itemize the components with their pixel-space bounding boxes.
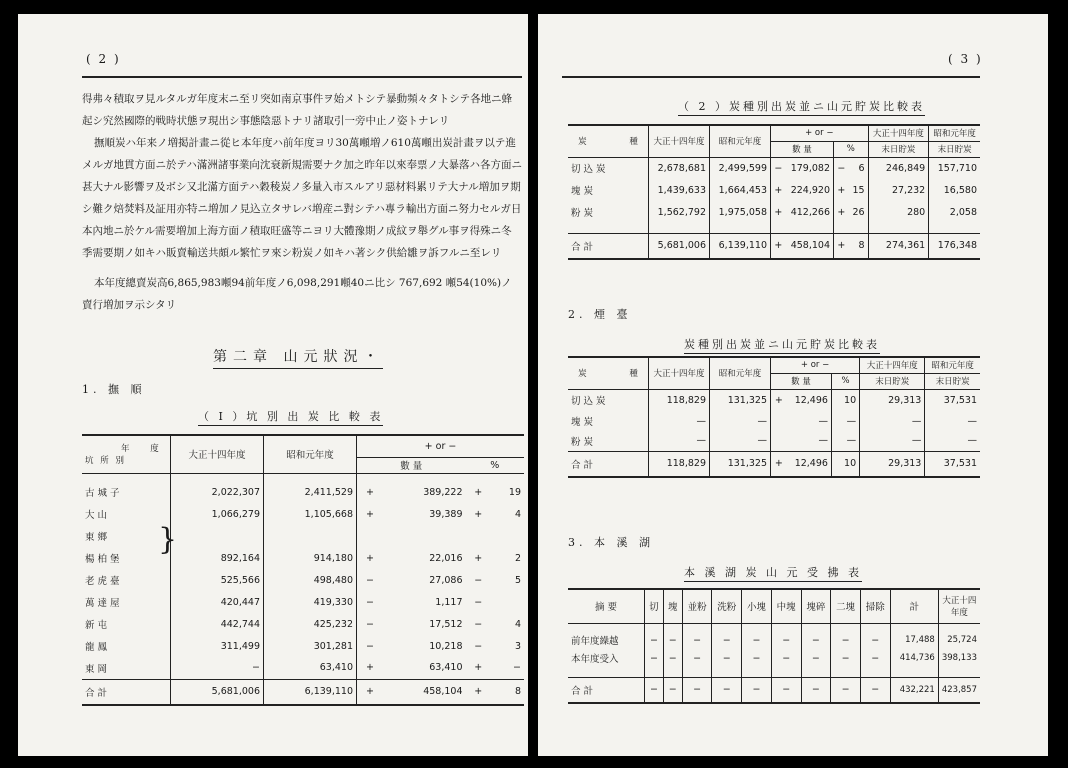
cell: + — [357, 503, 383, 525]
cell — [491, 525, 524, 547]
cell: + — [357, 481, 383, 503]
header-cell: 洗粉 — [712, 589, 742, 623]
cell: 1,439,633 — [649, 179, 710, 201]
table-row — [568, 431, 980, 451]
header-cell: + or − — [771, 125, 869, 141]
cell: − — [474, 640, 483, 652]
total-row — [568, 677, 980, 703]
yentai-table — [568, 356, 980, 478]
cell: 8 — [858, 240, 865, 252]
cell: — — [649, 431, 710, 451]
cell: 2,022,307 — [171, 481, 264, 503]
cell: — — [710, 431, 771, 451]
row-label: 東 岡 — [85, 663, 108, 675]
header-cell: 數 量 — [357, 457, 466, 473]
header-cell: % — [834, 141, 869, 157]
table-title: （ 2 ）炭種別出炭並ニ山元貯炭比較表 — [678, 98, 925, 116]
cell: 432,221 — [890, 677, 938, 703]
cell: 131,325 — [710, 389, 771, 411]
header-cell: 炭 — [578, 369, 587, 380]
cell: − — [831, 649, 861, 667]
cell — [831, 431, 838, 451]
row-label: 合 計 — [571, 459, 594, 471]
cell: 10 — [844, 394, 857, 406]
cell: 398,133 — [938, 649, 980, 667]
section-heading: 3. 本 溪 湖 — [568, 536, 654, 549]
cell: 458,104 — [423, 686, 463, 698]
table-row — [82, 547, 524, 569]
cell: 246,849 — [868, 157, 929, 179]
cell: − — [357, 569, 383, 591]
cell: 22,016 — [429, 552, 463, 564]
cell: 224,920 — [790, 184, 830, 196]
cell: 1,975,058 — [710, 201, 771, 223]
cell: 10,218 — [429, 640, 463, 652]
cell — [831, 411, 838, 431]
row-label: 塊 炭 — [571, 186, 594, 197]
cell: 389,222 — [423, 486, 463, 498]
cell: + — [357, 679, 383, 705]
cell: − — [645, 649, 664, 667]
cell — [264, 525, 357, 547]
cell: — — [818, 435, 828, 447]
header-cell: 昭和元年度 — [925, 357, 980, 373]
cell: 17,512 — [429, 618, 463, 630]
section-heading: 2. 煙 臺 — [568, 308, 632, 321]
header-cell: 昭和元年度 — [710, 125, 771, 157]
cell: − — [357, 635, 383, 657]
header-cell: 坑 — [85, 456, 94, 467]
cell: — — [925, 411, 980, 431]
cell: 19 — [508, 486, 521, 498]
table-title: （ I ）坑 別 出 炭 比 較 表 — [198, 408, 383, 426]
header-rule — [82, 76, 522, 78]
table-row — [82, 591, 524, 613]
row-label: 本年度受入 — [571, 654, 619, 665]
cell: 525,566 — [171, 569, 264, 591]
header-cell: 小塊 — [742, 589, 772, 623]
table-row — [82, 613, 524, 635]
cell: 15 — [852, 184, 865, 196]
table-row — [82, 569, 524, 591]
cell: + — [474, 486, 483, 498]
cell: 442,744 — [171, 613, 264, 635]
header-cell: 塊 — [663, 589, 682, 623]
cell — [171, 525, 264, 547]
header-cell: 末日貯炭 — [868, 141, 929, 157]
cell: 5,681,006 — [649, 233, 710, 259]
cell: — — [846, 415, 857, 427]
header-cell — [568, 125, 649, 157]
cell: 311,499 — [171, 635, 264, 657]
header-cell: 度 — [150, 444, 159, 455]
chapter-title: 第二章 山元狀況・ — [213, 346, 383, 369]
header-cell: 種 — [629, 369, 638, 380]
cell: 12,496 — [794, 458, 828, 470]
cell: 420,447 — [171, 591, 264, 613]
cell: 25,724 — [938, 631, 980, 649]
table-row — [568, 649, 980, 667]
cell: 2,678,681 — [649, 157, 710, 179]
cell: − — [645, 677, 664, 703]
cell: 412,266 — [790, 206, 830, 218]
cell: + — [474, 508, 483, 520]
table-row — [82, 503, 524, 525]
body-text — [82, 88, 522, 316]
cell: − — [357, 613, 383, 635]
row-label: 龍 鳳 — [85, 642, 108, 653]
cell: 37,531 — [925, 389, 980, 411]
section-heading: 1. 撫 順 — [82, 383, 146, 396]
cell: 419,330 — [264, 591, 357, 613]
cell: − — [771, 649, 801, 667]
row-label: 塊 炭 — [571, 417, 594, 428]
cell: 157,710 — [929, 157, 980, 179]
cell: − — [801, 677, 831, 703]
row-label: 切 込 炭 — [571, 396, 606, 408]
brace-mark: } — [158, 522, 178, 557]
cell: − — [831, 677, 861, 703]
header-cell: 末日貯炭 — [860, 373, 925, 389]
table-row — [82, 525, 524, 547]
cell: 118,829 — [649, 389, 710, 411]
header-cell: 大正十四年度 — [171, 435, 264, 473]
cell: + — [771, 451, 787, 477]
cell — [831, 389, 838, 411]
header-cell: % — [831, 373, 859, 389]
cell: + — [771, 179, 786, 201]
cell: 414,736 — [890, 649, 938, 667]
cell: − — [801, 649, 831, 667]
cell: 2,058 — [929, 201, 980, 223]
cell: − — [831, 631, 861, 649]
table-title: 炭種別出炭並ニ山元貯炭比較表 — [684, 336, 880, 354]
row-label: 合 計 — [85, 687, 108, 699]
header-cell: 切 — [645, 589, 664, 623]
cell: + — [474, 686, 483, 698]
header-cell: 數 量 — [771, 373, 832, 389]
table-row — [568, 179, 980, 201]
cell: − — [860, 677, 890, 703]
cell: 10 — [844, 458, 857, 470]
table-row — [82, 481, 524, 503]
row-label: 老 虎 臺 — [85, 576, 120, 587]
benxihu-table — [568, 588, 980, 704]
cell: 6 — [858, 162, 865, 174]
paragraph: 本年度總賣炭高6,865,983噸94前年度ノ6,098,291噸40ニ比シ 767,692 噸54(10%)ノ賣行増加ヲ示シタリ — [82, 277, 512, 311]
cell: 425,232 — [264, 613, 357, 635]
header-cell: 末日貯炭 — [929, 141, 980, 157]
paragraph: 得弗々積取ヲ見ルタルガ年度末ニ至リ突如南京事件ヲ始メトシテ暴動頻々タトシテ各地ニ蜂起シ究然國際的戦時状態ヲ現出シ事態陰惡トナリ諸取引一旁中止ノ姿トナレリ — [82, 93, 513, 127]
header-cell: 大正十四年度 — [868, 125, 929, 141]
header-cell — [568, 357, 649, 389]
cell: 6,139,110 — [264, 679, 357, 705]
cell: 1,117 — [435, 596, 463, 608]
cell: 1,562,792 — [649, 201, 710, 223]
cell — [383, 525, 466, 547]
table-row — [568, 389, 980, 411]
cell — [831, 451, 838, 477]
table-row — [568, 201, 980, 223]
total-row — [568, 451, 980, 477]
cell: 914,180 — [264, 547, 357, 569]
cell: 118,829 — [649, 451, 710, 477]
cell: 27,086 — [429, 574, 463, 586]
cell: 3 — [514, 640, 521, 652]
cell: − — [771, 631, 801, 649]
header-cell: 末日貯炭 — [925, 373, 980, 389]
cell: 8 — [514, 686, 521, 698]
cell: − — [513, 662, 521, 674]
cell: 29,313 — [860, 451, 925, 477]
row-label: 合 計 — [571, 685, 594, 697]
cell: 63,410 — [264, 657, 357, 679]
cell — [491, 591, 524, 613]
cell: + — [771, 233, 786, 259]
cell: 63,410 — [429, 662, 463, 674]
header-cell: 計 — [890, 589, 938, 623]
table-row — [568, 157, 980, 179]
header-cell: 所 — [100, 456, 109, 467]
cell: 892,164 — [171, 547, 264, 569]
table-title: 本 溪 湖 炭 山 元 受 拂 表 — [684, 564, 862, 582]
table-row — [568, 631, 980, 649]
cell — [771, 411, 787, 431]
header-cell: 大正十四年度 — [860, 357, 925, 373]
cell: — — [860, 411, 925, 431]
header-cell: 大正十四年度 — [649, 357, 710, 389]
cell: − — [712, 677, 742, 703]
cell: − — [474, 596, 483, 608]
cell: 16,580 — [929, 179, 980, 201]
cell: 4 — [514, 618, 521, 630]
row-label: 粉 炭 — [571, 436, 594, 448]
header-cell: 炭 — [578, 137, 587, 148]
cell: − — [712, 631, 742, 649]
cell: 2,499,599 — [710, 157, 771, 179]
header-cell: + or − — [357, 435, 525, 457]
cell: − — [474, 618, 483, 630]
cell: − — [742, 649, 772, 667]
header-cell: + or − — [771, 357, 860, 373]
cell: — — [925, 431, 980, 451]
total-row — [82, 679, 524, 705]
row-label: 古 城 子 — [85, 488, 120, 499]
cell: + — [771, 389, 787, 411]
page-number: ( 3 ) — [948, 52, 983, 66]
cell: + — [357, 657, 383, 679]
cell: 27,232 — [868, 179, 929, 201]
row-label: 新 屯 — [85, 620, 108, 631]
row-label: 合 計 — [571, 241, 594, 253]
cell: 26 — [852, 206, 865, 218]
cell: 12,496 — [794, 394, 828, 406]
cell: + — [771, 201, 786, 223]
cell: − — [771, 677, 801, 703]
page-number: ( 2 ) — [86, 52, 121, 66]
table-row — [82, 635, 524, 657]
left-page — [18, 14, 528, 756]
row-label: 大 山 — [85, 510, 108, 521]
row-label: 粉 炭 — [571, 208, 594, 219]
cell: − — [663, 649, 682, 667]
cell: — — [818, 415, 828, 427]
cell: + — [357, 547, 383, 569]
cell: 280 — [868, 201, 929, 223]
right-page — [538, 14, 1048, 756]
cell: + — [834, 233, 849, 259]
cell: − — [663, 631, 682, 649]
cell: 17,488 — [890, 631, 938, 649]
row-label: 楊 柏 堡 — [85, 554, 120, 565]
cell: 6,139,110 — [710, 233, 771, 259]
cell: 458,104 — [790, 240, 830, 252]
cell: 179,082 — [790, 162, 830, 174]
cell: − — [171, 657, 264, 679]
cell: 1,066,279 — [171, 503, 264, 525]
cell — [771, 431, 787, 451]
pit-output-table — [82, 434, 524, 706]
header-cell: 塊碎 — [801, 589, 831, 623]
row-label: 萬 達 屋 — [85, 598, 120, 609]
header-cell: 並粉 — [682, 589, 712, 623]
cell: — — [860, 431, 925, 451]
cell: − — [357, 591, 383, 613]
cell: − — [771, 157, 786, 179]
cell: − — [860, 649, 890, 667]
header-cell: 昭和元年度 — [264, 435, 357, 473]
cell: 4 — [514, 508, 521, 520]
cell: + — [834, 201, 849, 223]
paragraph: 撫順炭ハ年来ノ増掲計畫ニ從ヒ本年度ハ前年度ヨリ30萬噸増ノ610萬噸出炭計畫ヲ以テ進メルガ地貫方面ニ於テハ滿洲諸事業向沈衰新規需要ナク加之昨年以來奉票ノ大暴落ハ各方面ニ甚大ナル影響ヲ及ボシ又北滿方面テハ穀稜炭ノ多量入市スルアリ惡材料累リテ大ナル増加ヲ期シ難ク焙焚料及証用亦特ニ増加ノ見込立タサレバ増産ニ對シテハ專ラ輸出方面ニ努力セルガ日本內地ニ於ケル需要増加上海方面ノ積取旺盛等ニヨリ大體豫期ノ成紋ヲ舉グル事ヲ得殊ニ冬季需要期ノ如キハ販賣輸送共頗ル繁忙ヲ來シ粉炭ノ如キハ著シク供給雛ヲ訴フルニ至レリ — [82, 137, 522, 259]
header-cell: 昭和元年度 — [710, 357, 771, 389]
header-cell: % — [466, 457, 525, 473]
cell: − — [712, 649, 742, 667]
header-cell: 二塊 — [831, 589, 861, 623]
header-cell: 大正十四年度 — [649, 125, 710, 157]
table-row — [568, 411, 980, 431]
cell: 423,857 — [938, 677, 980, 703]
cell: − — [801, 631, 831, 649]
total-row — [568, 233, 980, 259]
cell: 37,531 — [925, 451, 980, 477]
header-cell: 數 量 — [771, 141, 834, 157]
header-cell: 掃除 — [860, 589, 890, 623]
cell: − — [663, 677, 682, 703]
cell: − — [742, 677, 772, 703]
cell: 29,313 — [860, 389, 925, 411]
coal-type-table — [568, 124, 980, 260]
cell: 2 — [514, 552, 521, 564]
cell: — — [846, 435, 857, 447]
cell: + — [474, 662, 483, 674]
cell: 498,480 — [264, 569, 357, 591]
corner-header — [82, 435, 171, 473]
cell — [357, 525, 383, 547]
header-cell: 大正十四年度 — [938, 589, 980, 623]
cell: 5 — [514, 574, 521, 586]
header-cell: 昭和元年度 — [929, 125, 980, 141]
cell: 176,348 — [929, 233, 980, 259]
cell: 1,105,668 — [264, 503, 357, 525]
row-label: 切 込 炭 — [571, 164, 606, 176]
cell: − — [860, 631, 890, 649]
cell: + — [474, 552, 483, 564]
cell: − — [742, 631, 772, 649]
header-rule — [562, 76, 980, 78]
cell: 2,411,529 — [264, 481, 357, 503]
cell: 39,389 — [429, 508, 463, 520]
cell: 301,281 — [264, 635, 357, 657]
cell: 5,681,006 — [171, 679, 264, 705]
header-cell: 中塊 — [771, 589, 801, 623]
header-cell: 年 — [121, 444, 130, 455]
header-cell: 摘 要 — [594, 602, 618, 614]
header-cell: 種 — [629, 137, 638, 148]
cell: — — [649, 411, 710, 431]
header-cell: 別 — [115, 456, 124, 467]
cell: 131,325 — [710, 451, 771, 477]
cell: − — [682, 649, 712, 667]
cell — [466, 525, 491, 547]
cell: + — [834, 179, 849, 201]
cell: − — [645, 631, 664, 649]
cell: 274,361 — [868, 233, 929, 259]
cell: − — [682, 677, 712, 703]
cell: − — [834, 157, 849, 179]
row-label: 東 鄉 — [85, 532, 108, 543]
cell: − — [682, 631, 712, 649]
row-label: 前年度繰越 — [571, 636, 619, 647]
table-row — [82, 657, 524, 679]
cell: 1,664,453 — [710, 179, 771, 201]
cell: − — [474, 574, 483, 586]
cell: — — [710, 411, 771, 431]
